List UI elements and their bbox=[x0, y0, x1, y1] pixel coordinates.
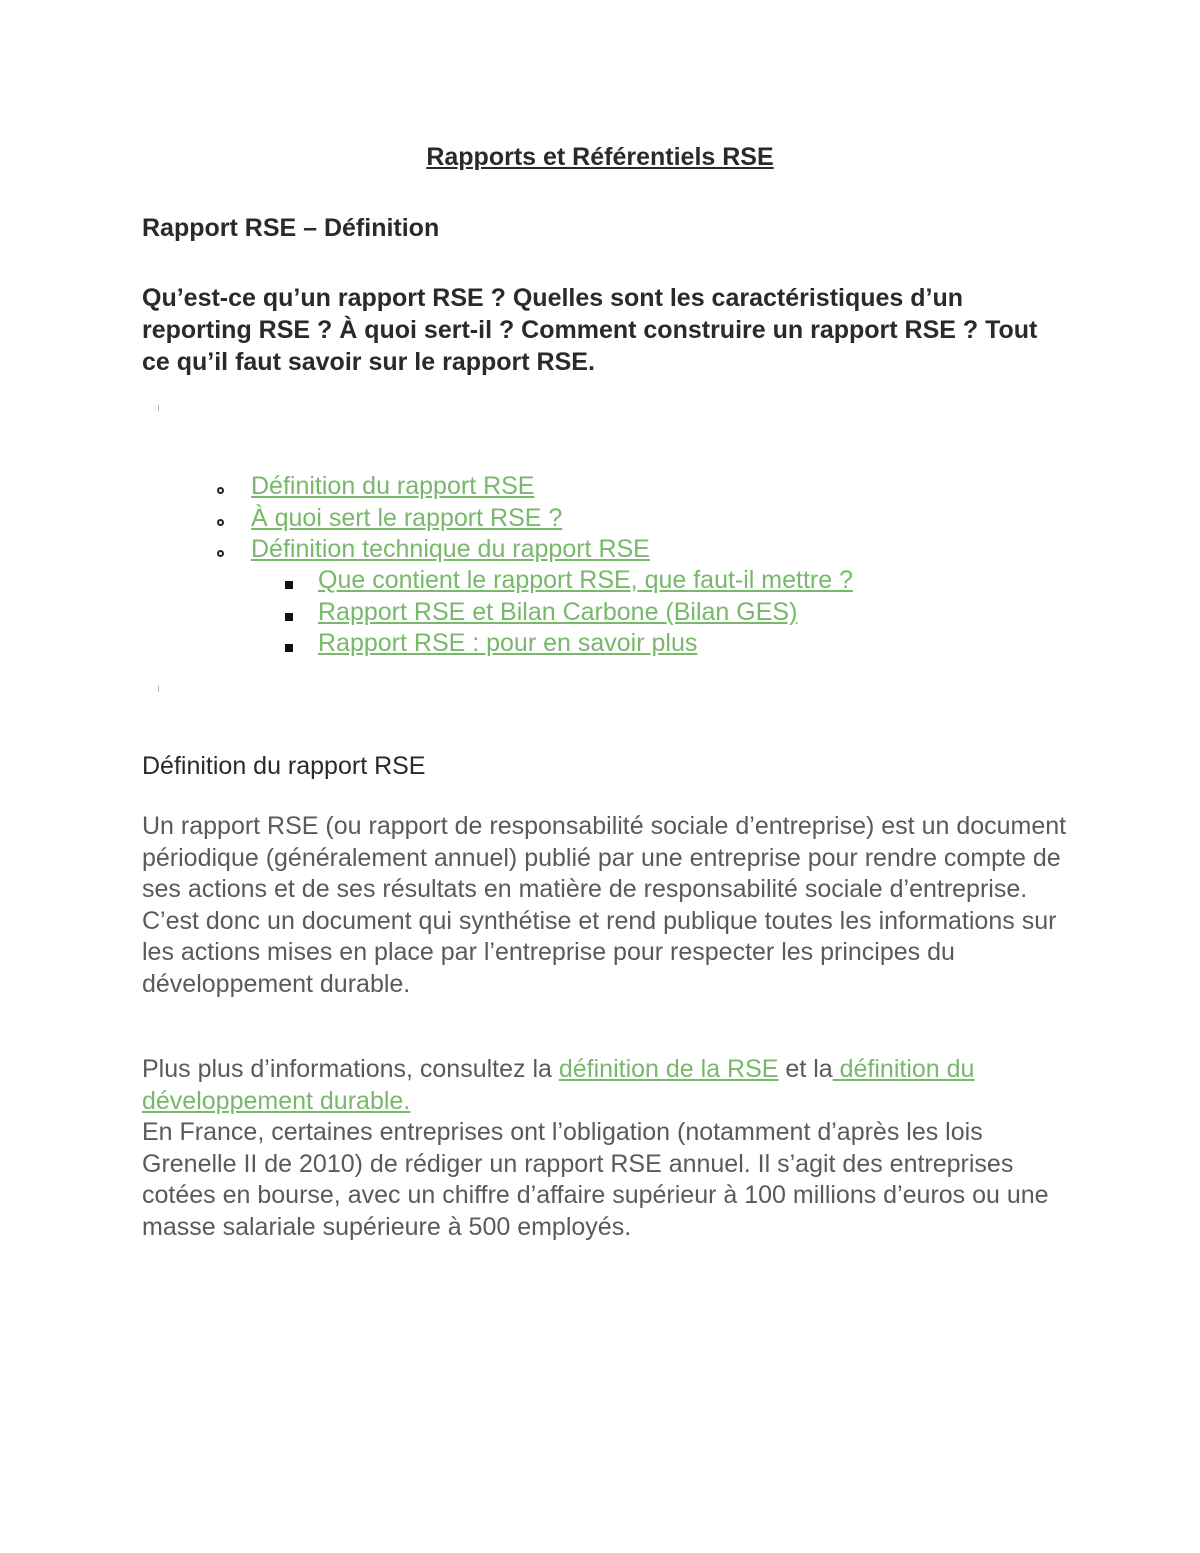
toc-item bbox=[318, 564, 853, 596]
toc-link-carbon-footprint[interactable]: Rapport RSE et Bilan Carbone (Bilan GES) bbox=[318, 598, 798, 626]
toc-item bbox=[251, 502, 562, 534]
more-info-text: Plus plus d’informations, consultez la bbox=[142, 1055, 559, 1083]
legal-obligation-text: En France, certaines entreprises ont l’obligation (notamment d’après les lois Grenelle II de 2010) de rédiger un rapport RSE annuel. Il s’agit des entreprises cotées en bourse, avec un chiffre d’affaire supérieur à 100 millions d’euros ou une masse salariale supérieure à 500 employés. bbox=[142, 1118, 1049, 1241]
toc-link-technical-definition[interactable]: Définition technique du rapport RSE bbox=[251, 535, 650, 563]
square-bullet-icon bbox=[285, 613, 293, 621]
anchor-marker bbox=[158, 686, 159, 692]
anchor-marker bbox=[158, 405, 159, 411]
toc-item bbox=[318, 627, 697, 659]
document-title: Rapports et Référentiels RSE bbox=[426, 143, 774, 171]
toc-link-learn-more[interactable]: Rapport RSE : pour en savoir plus bbox=[318, 629, 698, 657]
toc-item bbox=[251, 533, 650, 565]
toc-link-definition[interactable]: Définition du rapport RSE bbox=[251, 472, 535, 500]
toc-link-contents[interactable]: Que contient le rapport RSE, que faut-il mettre ? bbox=[318, 566, 853, 594]
intro-question-text: Qu’est-ce qu’un rapport RSE ? Quelles sont les caractéristiques d’un reporting RSE ? À quoi sert-il ? Comment construire un rapport RSE ? Tout ce qu’il faut savoir sur le rapport RSE. bbox=[142, 284, 1038, 376]
more-info-text-mid: et la bbox=[778, 1055, 833, 1083]
circle-bullet-icon bbox=[217, 487, 224, 494]
toc-item bbox=[318, 596, 797, 628]
link-rse-definition[interactable]: définition de la RSE bbox=[558, 1055, 779, 1083]
toc-link-purpose[interactable]: À quoi sert le rapport RSE ? bbox=[251, 504, 563, 532]
section-title: Définition du rapport RSE bbox=[142, 752, 426, 780]
definition-paragraph: Un rapport RSE (ou rapport de responsabilité sociale d’entreprise) est un document périodique (généralement annuel) publié par une entreprise pour rendre compte de ses actions et de ses résultats en matière de responsabilité sociale d’entreprise. C’est donc un document qui synthétise et rend publique toutes les informations sur les actions mises en place par l’entreprise pour respecter les principes du développement durable. bbox=[142, 812, 1067, 998]
circle-bullet-icon bbox=[217, 519, 224, 526]
square-bullet-icon bbox=[285, 581, 293, 589]
link-sustainable-development-definition[interactable]: définition du développement durable. bbox=[142, 1055, 975, 1115]
more-info-paragraph bbox=[142, 1054, 1072, 1244]
toc-item bbox=[251, 470, 534, 502]
circle-bullet-icon bbox=[217, 550, 224, 557]
definition-heading: Rapport RSE – Définition bbox=[142, 214, 440, 242]
square-bullet-icon bbox=[285, 644, 293, 652]
